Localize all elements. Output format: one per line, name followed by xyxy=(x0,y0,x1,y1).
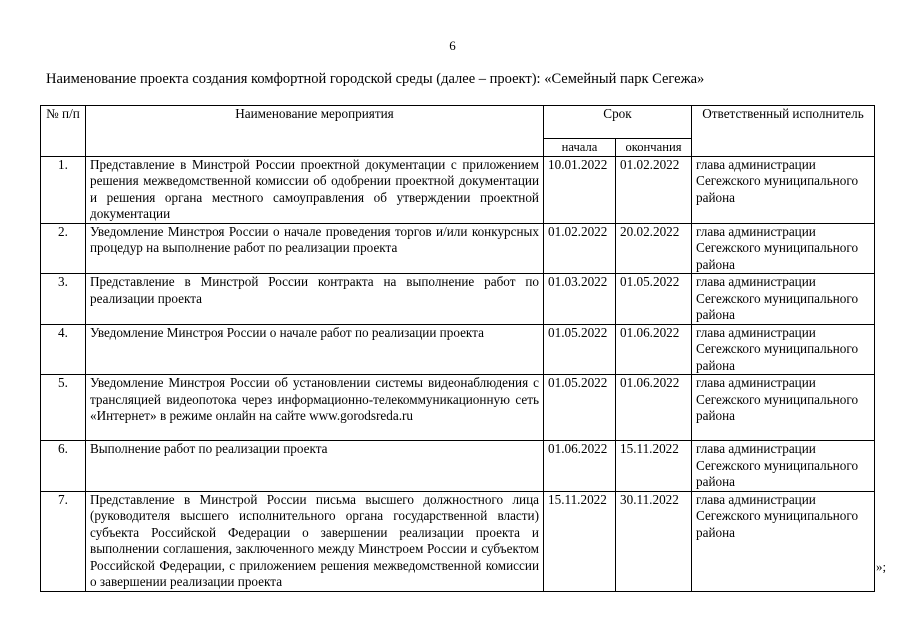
table-row xyxy=(41,441,875,492)
row-start-date: 10.01.2022 xyxy=(544,156,616,223)
row-event: Представление в Минстрой России контракта на выполнение работ по реализации проекта xyxy=(86,274,544,325)
row-start-date: 01.03.2022 xyxy=(544,274,616,325)
row-end-date: 30.11.2022 xyxy=(616,491,692,591)
row-end-date: 15.11.2022 xyxy=(616,441,692,492)
table-row xyxy=(41,491,875,591)
header-number: № п/п xyxy=(41,106,86,157)
header-executor: Ответственный исполнитель xyxy=(692,106,875,157)
row-start-date: 01.06.2022 xyxy=(544,441,616,492)
row-number: 3. xyxy=(41,274,86,325)
row-number: 1. xyxy=(41,156,86,223)
row-event: Представление в Минстрой России письма высшего должностного лица (руководителя высшего исполнительного органа государственной власти) субъекта Российской Федерации о завершении реализации проекта и выполнении соглашения, заключенного между Минстроем России и субъектом Российской Федерации, с приложением решения межведомственной комиссии о завершении реализации проекта xyxy=(86,491,544,591)
row-end-date: 01.02.2022 xyxy=(616,156,692,223)
header-event: Наименование мероприятия xyxy=(86,106,544,157)
row-number: 5. xyxy=(41,375,86,441)
table-row xyxy=(41,223,875,274)
row-number: 6. xyxy=(41,441,86,492)
table-row xyxy=(41,324,875,375)
row-start-date: 15.11.2022 xyxy=(544,491,616,591)
row-end-date: 01.06.2022 xyxy=(616,324,692,375)
row-executor: глава администрации Сегежского муниципального района xyxy=(692,156,875,223)
row-start-date: 01.02.2022 xyxy=(544,223,616,274)
page-number: 6 xyxy=(449,38,456,53)
header-end: окончания xyxy=(616,139,692,157)
header-start: начала xyxy=(544,139,616,157)
row-end-date: 01.06.2022 xyxy=(616,375,692,441)
row-event: Уведомление Минстроя России о начале проведения торгов и/или конкурсных процедур на выполнение работ по реализации проекта xyxy=(86,223,544,274)
row-executor: глава администрации Сегежского муниципального района xyxy=(692,491,875,591)
events-table xyxy=(40,105,875,592)
row-start-date: 01.05.2022 xyxy=(544,375,616,441)
row-number: 4. xyxy=(41,324,86,375)
row-number: 7. xyxy=(41,491,86,591)
row-event: Представление в Минстрой России проектной документации с приложением решения межведомственной комиссии об одобрении проектной документации и решения органа местного самоуправления об утверждении проектной документации xyxy=(86,156,544,223)
row-executor: глава администрации Сегежского муниципального района xyxy=(692,375,875,441)
row-end-date: 01.05.2022 xyxy=(616,274,692,325)
row-end-date: 20.02.2022 xyxy=(616,223,692,274)
row-event: Выполнение работ по реализации проекта xyxy=(86,441,544,492)
document-heading: Наименование проекта создания комфортной городской среды (далее – проект): «Семейный парк Сегежа» xyxy=(46,71,705,87)
row-executor: глава администрации Сегежского муниципального района xyxy=(692,274,875,325)
row-executor: глава администрации Сегежского муниципального района xyxy=(692,441,875,492)
row-executor: глава администрации Сегежского муниципального района xyxy=(692,324,875,375)
row-number: 2. xyxy=(41,223,86,274)
closing-quote-mark: »; xyxy=(876,559,887,574)
header-term: Срок xyxy=(544,106,692,139)
table-row xyxy=(41,274,875,325)
row-start-date: 01.05.2022 xyxy=(544,324,616,375)
row-event: Уведомление Минстроя России о начале работ по реализации проекта xyxy=(86,324,544,375)
table-row xyxy=(41,375,875,441)
row-event: Уведомление Минстроя России об установлении системы видеонаблюдения с трансляцией видеопотока через информационно-телекоммуникационную сеть «Интернет» в режиме онлайн на сайте www.gorodsreda.ru xyxy=(86,375,544,441)
table-row xyxy=(41,156,875,223)
row-executor: глава администрации Сегежского муниципального района xyxy=(692,223,875,274)
